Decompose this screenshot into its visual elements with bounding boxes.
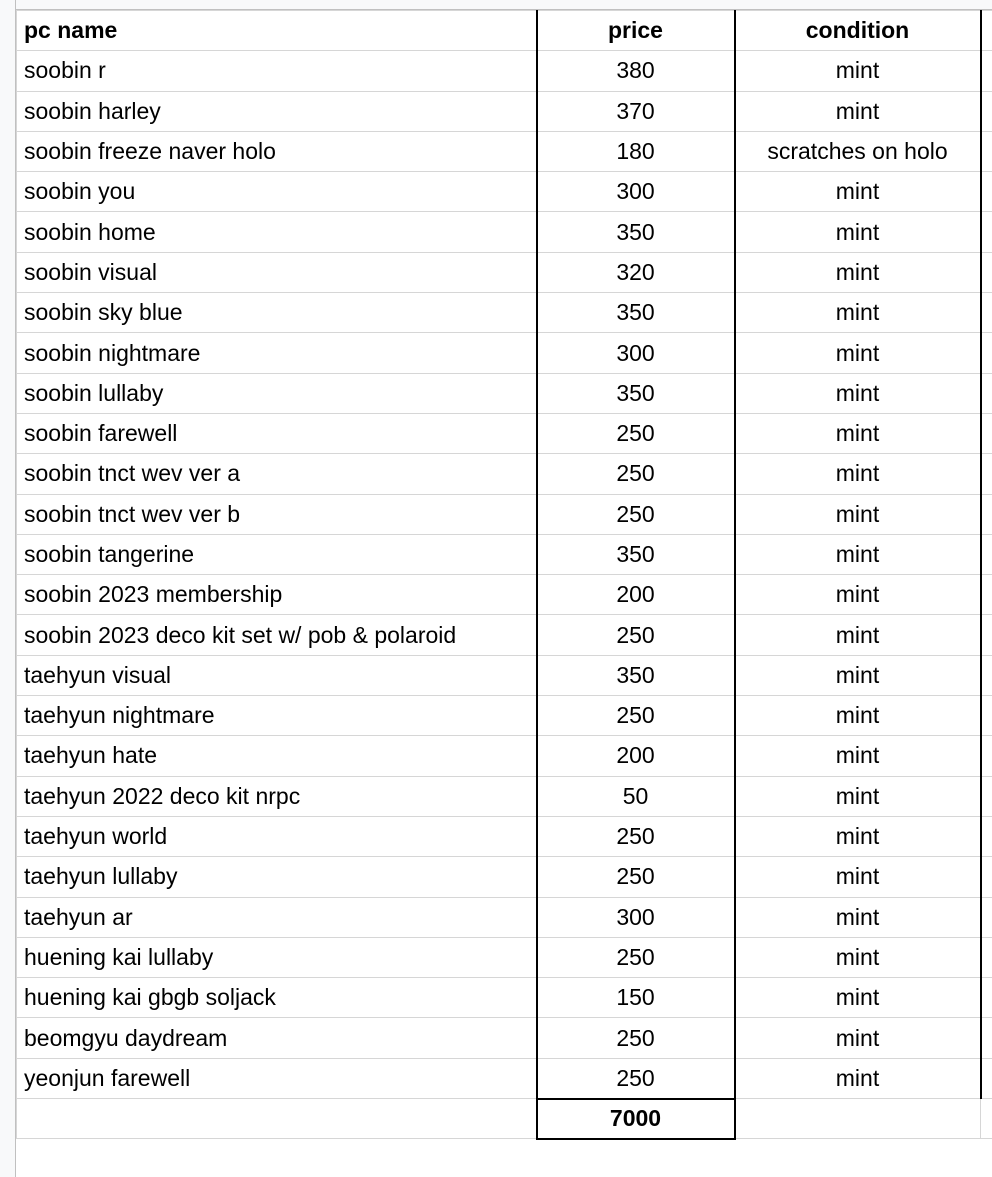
column-header-strip[interactable] [0, 0, 992, 10]
cell-price[interactable]: 250 [537, 413, 735, 453]
cell-condition[interactable]: mint [735, 172, 981, 212]
cell-pc-name[interactable]: yeonjun farewell [17, 1058, 537, 1098]
empty-cell[interactable] [981, 575, 992, 615]
cell-condition[interactable]: mint [735, 937, 981, 977]
cell-pc-name[interactable]: soobin nightmare [17, 333, 537, 373]
cell-price[interactable]: 250 [537, 1018, 735, 1058]
empty-cell[interactable] [981, 413, 992, 453]
cell-price[interactable]: 250 [537, 816, 735, 856]
cell-price[interactable]: 350 [537, 293, 735, 333]
table-row [17, 575, 992, 615]
cell-condition[interactable]: mint [735, 534, 981, 574]
table-row [17, 937, 992, 977]
table-row [17, 776, 992, 816]
table-row [17, 857, 992, 897]
header-cell-condition[interactable]: condition [735, 11, 981, 51]
cell-condition[interactable]: mint [735, 615, 981, 655]
cell-condition[interactable]: mint [735, 776, 981, 816]
cell-price[interactable]: 180 [537, 131, 735, 171]
cell-condition[interactable]: mint [735, 575, 981, 615]
cell-condition[interactable]: mint [735, 857, 981, 897]
cell-price[interactable]: 250 [537, 454, 735, 494]
cell-price[interactable]: 250 [537, 615, 735, 655]
cell-condition[interactable]: mint [735, 212, 981, 252]
row-header-strip[interactable] [0, 0, 16, 1177]
table-row [17, 252, 992, 292]
cell-condition[interactable]: mint [735, 454, 981, 494]
table-row [17, 1018, 992, 1058]
empty-cell[interactable] [981, 978, 992, 1018]
empty-cell[interactable] [981, 212, 992, 252]
cell-pc-name[interactable]: taehyun world [17, 816, 537, 856]
empty-cell[interactable] [981, 1018, 992, 1058]
cell-pc-name[interactable]: soobin freeze naver holo [17, 131, 537, 171]
table-row [17, 978, 992, 1018]
cell-condition[interactable]: mint [735, 696, 981, 736]
empty-cell[interactable] [981, 373, 992, 413]
cell-price[interactable]: 250 [537, 696, 735, 736]
cell-price[interactable]: 250 [537, 937, 735, 977]
table-row [17, 51, 992, 91]
cell-pc-name[interactable]: soobin home [17, 212, 537, 252]
cell-price[interactable]: 50 [537, 776, 735, 816]
empty-cell[interactable] [981, 816, 992, 856]
cell-pc-name[interactable]: taehyun nightmare [17, 696, 537, 736]
empty-cell[interactable] [981, 131, 992, 171]
cell-pc-name[interactable]: soobin 2023 membership [17, 575, 537, 615]
total-price-cell[interactable]: 7000 [537, 1099, 735, 1139]
empty-cell[interactable] [981, 1099, 992, 1139]
cell-price[interactable]: 250 [537, 494, 735, 534]
table-row [17, 696, 992, 736]
table-row [17, 816, 992, 856]
table-row [17, 494, 992, 534]
cell-price[interactable]: 380 [537, 51, 735, 91]
cell-pc-name[interactable]: taehyun 2022 deco kit nrpc [17, 776, 537, 816]
cell-pc-name[interactable]: taehyun hate [17, 736, 537, 776]
cell-pc-name[interactable]: huening kai lullaby [17, 937, 537, 977]
cell-pc-name[interactable]: soobin you [17, 172, 537, 212]
empty-cell[interactable] [981, 454, 992, 494]
cell-price[interactable]: 350 [537, 655, 735, 695]
cell-condition[interactable]: mint [735, 494, 981, 534]
cell-price[interactable]: 320 [537, 252, 735, 292]
empty-cell[interactable] [981, 655, 992, 695]
header-cell-price[interactable]: price [537, 11, 735, 51]
table-row [17, 413, 992, 453]
cell-price[interactable]: 370 [537, 91, 735, 131]
cell-pc-name[interactable]: soobin farewell [17, 413, 537, 453]
table-row [17, 91, 992, 131]
cell-price[interactable]: 350 [537, 212, 735, 252]
cell-price[interactable]: 350 [537, 534, 735, 574]
table-row [17, 736, 992, 776]
table-row [17, 534, 992, 574]
cell-pc-name[interactable]: soobin lullaby [17, 373, 537, 413]
cell-price[interactable]: 250 [537, 857, 735, 897]
table-row [17, 212, 992, 252]
cell-pc-name[interactable]: soobin 2023 deco kit set w/ pob & polaroid [17, 615, 537, 655]
empty-cell[interactable] [981, 11, 992, 51]
cell-condition[interactable]: mint [735, 252, 981, 292]
cell-price[interactable]: 250 [537, 1058, 735, 1098]
cell-condition[interactable]: mint [735, 413, 981, 453]
empty-cell[interactable] [981, 91, 992, 131]
cell-condition[interactable]: mint [735, 655, 981, 695]
cell-pc-name[interactable]: taehyun visual [17, 655, 537, 695]
empty-cell[interactable] [981, 736, 992, 776]
empty-cell[interactable] [981, 51, 992, 91]
empty-cell[interactable] [735, 1099, 981, 1139]
empty-cell[interactable] [981, 937, 992, 977]
table-row [17, 615, 992, 655]
empty-cell[interactable] [981, 534, 992, 574]
cell-pc-name[interactable]: taehyun lullaby [17, 857, 537, 897]
table-row [17, 454, 992, 494]
cell-pc-name[interactable]: taehyun ar [17, 897, 537, 937]
cell-condition[interactable]: mint [735, 1058, 981, 1098]
empty-cell[interactable] [981, 1058, 992, 1098]
table-row [17, 373, 992, 413]
empty-cell[interactable] [981, 293, 992, 333]
cell-pc-name[interactable]: soobin harley [17, 91, 537, 131]
cell-pc-name[interactable]: soobin tnct wev ver a [17, 454, 537, 494]
cell-condition[interactable]: mint [735, 978, 981, 1018]
empty-cell[interactable] [981, 494, 992, 534]
cell-condition[interactable]: mint [735, 736, 981, 776]
cell-pc-name[interactable]: soobin tangerine [17, 534, 537, 574]
price-table [16, 10, 992, 1140]
cell-condition[interactable]: mint [735, 51, 981, 91]
total-row [17, 1099, 992, 1139]
table-row [17, 172, 992, 212]
cell-price[interactable]: 200 [537, 575, 735, 615]
header-row [17, 11, 992, 51]
cell-price[interactable]: 350 [537, 373, 735, 413]
cell-condition[interactable]: mint [735, 91, 981, 131]
header-cell-pc-name[interactable]: pc name [17, 11, 537, 51]
cell-pc-name[interactable]: beomgyu daydream [17, 1018, 537, 1058]
table-row [17, 293, 992, 333]
empty-cell[interactable] [981, 897, 992, 937]
table-row [17, 131, 992, 171]
cell-condition[interactable]: mint [735, 1018, 981, 1058]
cell-condition[interactable]: scratches on holo [735, 131, 981, 171]
cell-pc-name[interactable]: soobin r [17, 51, 537, 91]
empty-cell[interactable] [981, 776, 992, 816]
empty-cell[interactable] [981, 615, 992, 655]
empty-cell[interactable] [981, 333, 992, 373]
empty-cell[interactable] [17, 1099, 537, 1139]
cell-condition[interactable]: mint [735, 816, 981, 856]
cell-pc-name[interactable]: soobin visual [17, 252, 537, 292]
cell-condition[interactable]: mint [735, 333, 981, 373]
table-row [17, 333, 992, 373]
table-row [17, 897, 992, 937]
cell-price[interactable]: 300 [537, 172, 735, 212]
cell-pc-name[interactable]: soobin sky blue [17, 293, 537, 333]
cell-condition[interactable]: mint [735, 373, 981, 413]
table-row [17, 1058, 992, 1098]
table-row [17, 655, 992, 695]
cell-price[interactable]: 300 [537, 897, 735, 937]
cell-price[interactable]: 200 [537, 736, 735, 776]
cell-pc-name[interactable]: soobin tnct wev ver b [17, 494, 537, 534]
empty-cell[interactable] [981, 172, 992, 212]
cell-condition[interactable]: mint [735, 897, 981, 937]
cell-price[interactable]: 300 [537, 333, 735, 373]
empty-cell[interactable] [981, 252, 992, 292]
empty-cell[interactable] [981, 696, 992, 736]
cell-pc-name[interactable]: huening kai gbgb soljack [17, 978, 537, 1018]
empty-cell[interactable] [981, 857, 992, 897]
cell-price[interactable]: 150 [537, 978, 735, 1018]
cell-condition[interactable]: mint [735, 293, 981, 333]
